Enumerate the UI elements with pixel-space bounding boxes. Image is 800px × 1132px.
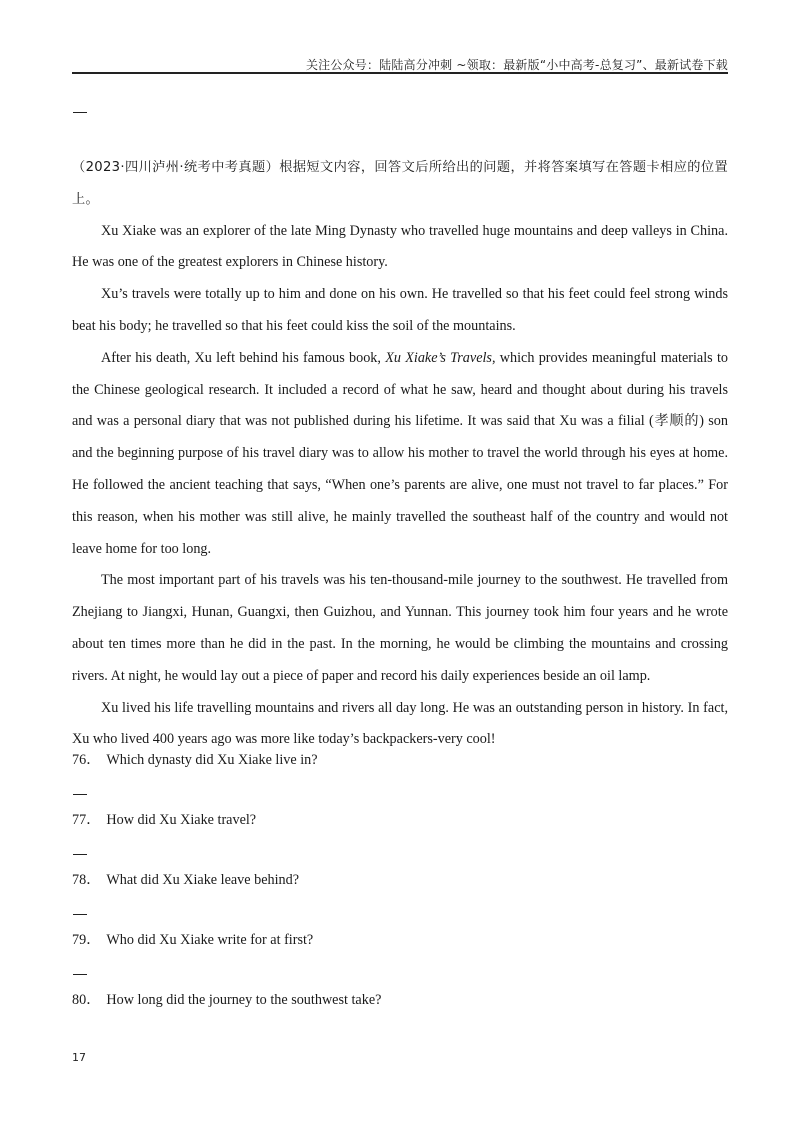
answer-line-76 [73,794,87,795]
question-text: Who did Xu Xiake write for at first? [106,932,314,948]
question-79 [72,930,313,950]
page-number: 17 [72,1051,86,1064]
answer-blank-line [73,112,87,113]
question-number: 80． [72,992,101,1008]
passage-paragraph-3-start: After his death, Xu left behind his famous book, [101,349,386,366]
answer-line-79 [73,974,87,975]
question-76 [72,750,318,770]
question-number: 78． [72,872,101,888]
question-number: 76． [72,752,101,768]
book-title: Xu Xiake’s Travels [385,349,492,366]
passage-paragraph-5: Xu lived his life travelling mountains and rivers all day long. He was an outstanding person in history. In fact, Xu who lived 400 years ago was more like today’s backpackers-very cool! [72,699,728,748]
question-text: How did Xu Xiake travel? [106,812,257,828]
question-text: Which dynasty did Xu Xiake live in? [106,752,318,768]
answer-line-77 [73,854,87,855]
question-text: What did Xu Xiake leave behind? [106,872,300,888]
question-77 [72,810,256,830]
passage-paragraph-3-rest: , which provides meaningful materials to the Chinese geological research. It included a record of what he saw, heard and thought about during his travels and was a personal diary that was not published during his lifetime. It was said that Xu was a filial (孝顺的) son and the beginning purpose of his travel diary was to allow his mother to travel the world through his eyes at home. He followed the ancient teaching that says, “When one’s parents are alive, one must not travel to far places.” For this reason, when his mother was still alive, he mainly travelled the southeast half of the country and would not leave home for too long. [72,349,728,557]
reading-passage [72,152,728,756]
question-number: 77． [72,812,101,828]
question-78 [72,870,299,890]
passage-paragraph-2: Xu’s travels were totally up to him and done on his own. He travelled so that his feet could feel strong winds beat his body; he travelled so that his feet could kiss the soil of the mountains. [72,286,728,334]
header-divider [72,72,728,74]
question-instructions: （2023·四川泸州·统考中考真题）根据短文内容，回答文后所给出的问题，并将答案填写在答题卡相应的位置上。 [72,160,728,207]
answer-line-78 [73,914,87,915]
question-number: 79． [72,932,101,948]
passage-paragraph-4: The most important part of his travels was his ten-thousand-mile journey to the southwest. He travelled from Zhejiang to Jiangxi, Hunan, Guangxi, then Guizhou, and Yunnan. This journey took him four years and he wrote about ten times more than he did in the past. In the morning, he would be climbing the mountains and crossing rivers. At night, he would lay out a piece of paper and record his daily experiences beside an oil lamp. [72,572,728,684]
page-header: 关注公众号：陆陆高分冲刺 ~领取：最新版“小中高考-总复习”、最新试卷下载 [305,58,728,72]
question-80 [72,990,381,1010]
question-text: How long did the journey to the southwest take? [106,992,382,1008]
passage-paragraph-3 [72,343,728,566]
passage-paragraph-1: Xu Xiake was an explorer of the late Ming Dynasty who travelled huge mountains and deep valleys in China. He was one of the greatest explorers in Chinese history. [72,222,728,271]
